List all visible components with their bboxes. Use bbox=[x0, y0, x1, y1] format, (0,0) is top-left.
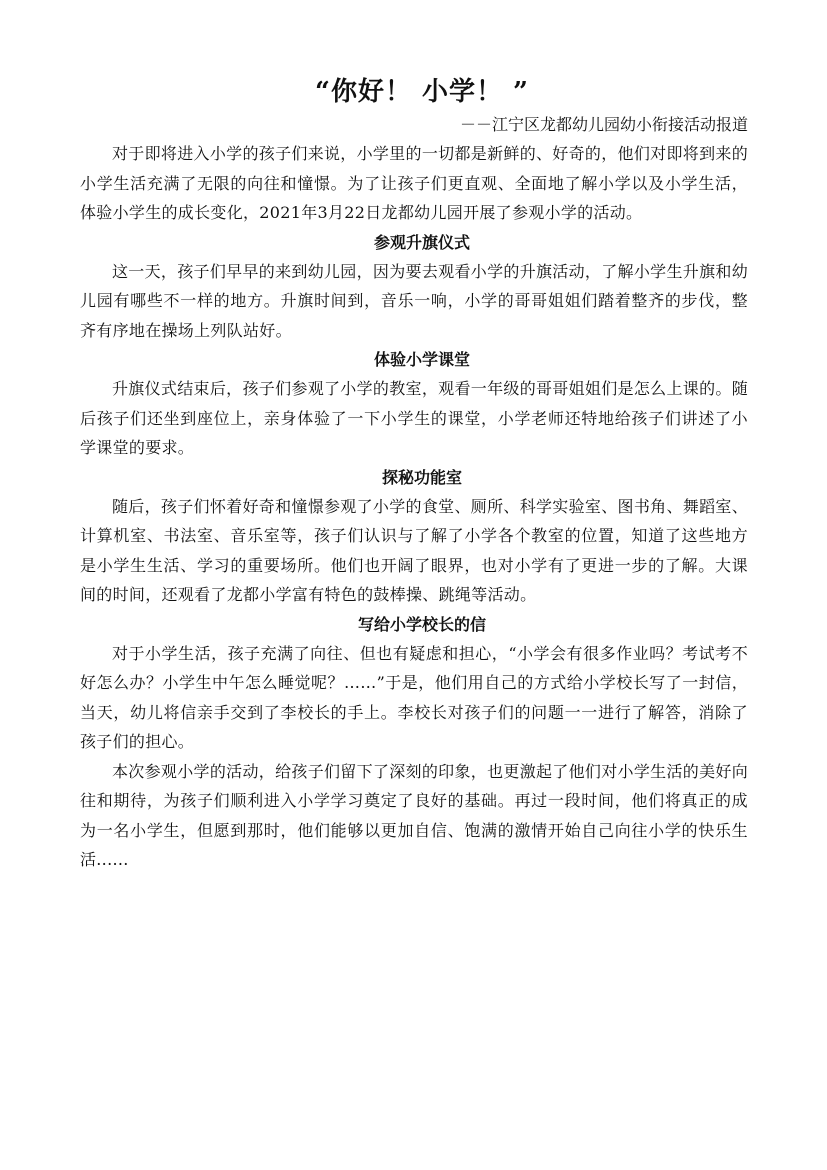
document-subtitle: －－江宁区龙都幼儿园幼小衔接活动报道 bbox=[459, 115, 748, 134]
section-heading-function-rooms: 探秘功能室 bbox=[381, 467, 462, 487]
section-heading-classroom: 体验小学课堂 bbox=[373, 350, 470, 369]
section-paragraph: 对于小学生活，孩子充满了向往、但也有疑虑和担心，“小学会有很多作业吗？考试考不好怎么办？小学生中午怎么睡觉呢？……”于是，他们用自己的方式给小学校长写了一封信，当天，幼儿将信亲手交到了李校长的手上。李校长对孩子们的问题一一进行了解答，消除了孩子们的担心。 bbox=[80, 643, 748, 751]
section-heading-letter: 写给小学校长的信 bbox=[357, 614, 486, 634]
section-paragraph: 随后，孩子们怀着好奇和憧憬参观了小学的食堂、厕所、科学实验室、图书角、舞蹈室、计算机室、书法室、音乐室等，孩子们认识与了解了小学各个教室的位置，知道了这些地方是小学生生活、学习的重要场所。他们也开阔了眼界，也对小学有了更进一步的了解。大课间的时间，还观看了龙都小学富有特色的鼓棒操、跳绳等活动。 bbox=[80, 496, 748, 604]
intro-paragraph: 对于即将进入小学的孩子们来说，小学里的一切都是新鲜的、好奇的，他们对即将到来的小学生活充满了无限的向往和憧憬。为了让孩子们更直观、全面地了解小学以及小学生活，体验小学生的成长变化，2021年3月22日龙都幼儿园开展了参观小学的活动。 bbox=[80, 144, 748, 222]
closing-paragraph: 本次参观小学的活动，给孩子们留下了深刻的印象，也更激起了他们对小学生活的美好向往和期待，为孩子们顺利进入小学学习奠定了良好的基础。再过一段时间，他们将真正的成为一名小学生，但愿到那时，他们能够以更加自信、饱满的激情开始自己向往小学的快乐生活...... bbox=[80, 761, 748, 869]
document-title: “你好！ 小学！ ” bbox=[314, 77, 529, 107]
section-paragraph: 这一天，孩子们早早的来到幼儿园，因为要去观看小学的升旗活动，了解小学生升旗和幼儿园有哪些不一样的地方。升旗时间到，音乐一响，小学的哥哥姐姐们踏着整齐的步伐，整齐有序地在操场上列队站好。 bbox=[80, 261, 748, 340]
section-paragraph: 升旗仪式结束后，孩子们参观了小学的教室，观看一年级的哥哥姐姐们是怎么上课的。随后孩子们还坐到座位上，亲身体验了一下小学生的课堂，小学老师还特地给孩子们讲述了小学课堂的要求。 bbox=[80, 379, 748, 457]
section-heading-flag-ceremony: 参观升旗仪式 bbox=[373, 232, 470, 252]
document-body bbox=[80, 72, 748, 875]
